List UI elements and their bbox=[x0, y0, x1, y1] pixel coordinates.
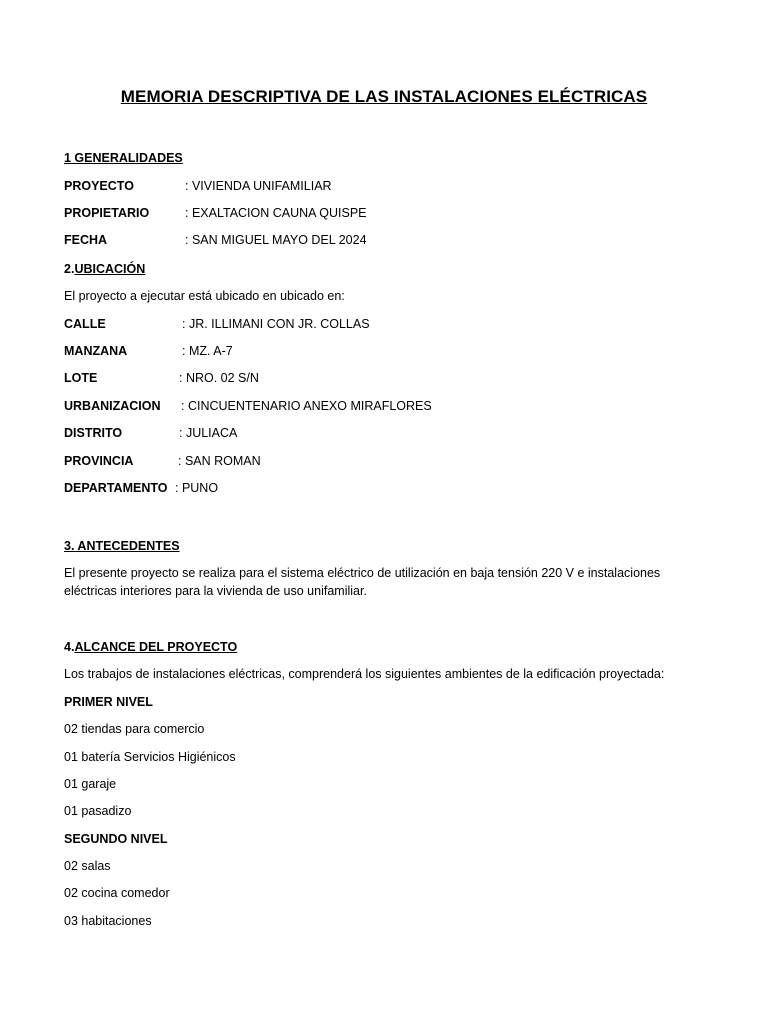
field-row-propietario bbox=[64, 205, 367, 221]
field-row-urbanizacion bbox=[64, 398, 432, 414]
list-item: 02 cocina comedor bbox=[64, 886, 170, 900]
field-value: : JR. ILLIMANI CON JR. COLLAS bbox=[182, 317, 370, 331]
list-item: 02 tiendas para comercio bbox=[64, 722, 205, 736]
field-label: DISTRITO bbox=[64, 426, 123, 440]
field-value: : SAN ROMAN bbox=[178, 454, 261, 468]
list-item: 01 pasadizo bbox=[64, 804, 132, 818]
section-title: ALCANCE DEL PROYECTO bbox=[74, 640, 238, 654]
field-row-departamento bbox=[64, 480, 218, 496]
field-row-fecha bbox=[64, 232, 367, 248]
field-row-calle bbox=[64, 316, 370, 332]
document-title: MEMORIA DESCRIPTIVA DE LAS INSTALACIONES ELÉCTRICAS bbox=[120, 87, 648, 106]
antecedentes-paragraph: El presente proyecto se realiza para el sistema eléctrico de utilización en baja tensión 220 V e instalaciones eléctricas interiores para la vivienda de uso unifamiliar. bbox=[64, 566, 661, 598]
field-label: URBANIZACION bbox=[64, 399, 161, 413]
section-heading-ubicacion bbox=[64, 261, 145, 277]
section-heading-alcance bbox=[64, 639, 237, 655]
field-value: : CINCUENTENARIO ANEXO MIRAFLORES bbox=[181, 399, 432, 413]
section-heading-antecedentes: 3. ANTECEDENTES bbox=[64, 539, 180, 553]
field-label: FECHA bbox=[64, 233, 108, 247]
field-label: CALLE bbox=[64, 317, 106, 331]
list-item: 03 habitaciones bbox=[64, 914, 152, 928]
field-row-distrito bbox=[64, 425, 237, 441]
section-number: 2. bbox=[64, 262, 75, 276]
section-title: UBICACIÓN bbox=[74, 262, 146, 276]
field-label: PROYECTO bbox=[64, 179, 134, 193]
field-row-manzana bbox=[64, 343, 233, 359]
field-label: LOTE bbox=[64, 371, 98, 385]
field-row-proyecto bbox=[64, 178, 332, 194]
field-value: : NRO. 02 S/N bbox=[179, 371, 259, 385]
field-value: : MZ. A-7 bbox=[182, 344, 233, 358]
field-label: DEPARTAMENTO bbox=[64, 481, 168, 495]
field-row-provincia bbox=[64, 453, 261, 469]
field-value: : VIVIENDA UNIFAMILIAR bbox=[185, 179, 332, 193]
list-item: 01 garaje bbox=[64, 777, 117, 791]
segundo-nivel-heading: SEGUNDO NIVEL bbox=[64, 832, 168, 846]
field-label: MANZANA bbox=[64, 344, 128, 358]
alcance-intro: Los trabajos de instalaciones eléctricas, comprenderá los siguientes ambientes de la edificación proyectada: bbox=[64, 667, 665, 681]
field-label: PROVINCIA bbox=[64, 454, 134, 468]
list-item: 02 salas bbox=[64, 859, 111, 873]
field-value: : JULIACA bbox=[179, 426, 238, 440]
field-label: PROPIETARIO bbox=[64, 206, 150, 220]
field-row-lote bbox=[64, 370, 259, 386]
field-value: : EXALTACION CAUNA QUISPE bbox=[185, 206, 367, 220]
field-value: : PUNO bbox=[175, 481, 219, 495]
list-item: 01 batería Servicios Higiénicos bbox=[64, 750, 236, 764]
ubicacion-intro: El proyecto a ejecutar está ubicado en ubicado en: bbox=[64, 289, 345, 303]
primer-nivel-heading: PRIMER NIVEL bbox=[64, 695, 153, 709]
section-number: 4. bbox=[64, 640, 75, 654]
field-value: : SAN MIGUEL MAYO DEL 2024 bbox=[185, 233, 367, 247]
section-heading-generalidades: 1 GENERALIDADES bbox=[64, 151, 183, 165]
